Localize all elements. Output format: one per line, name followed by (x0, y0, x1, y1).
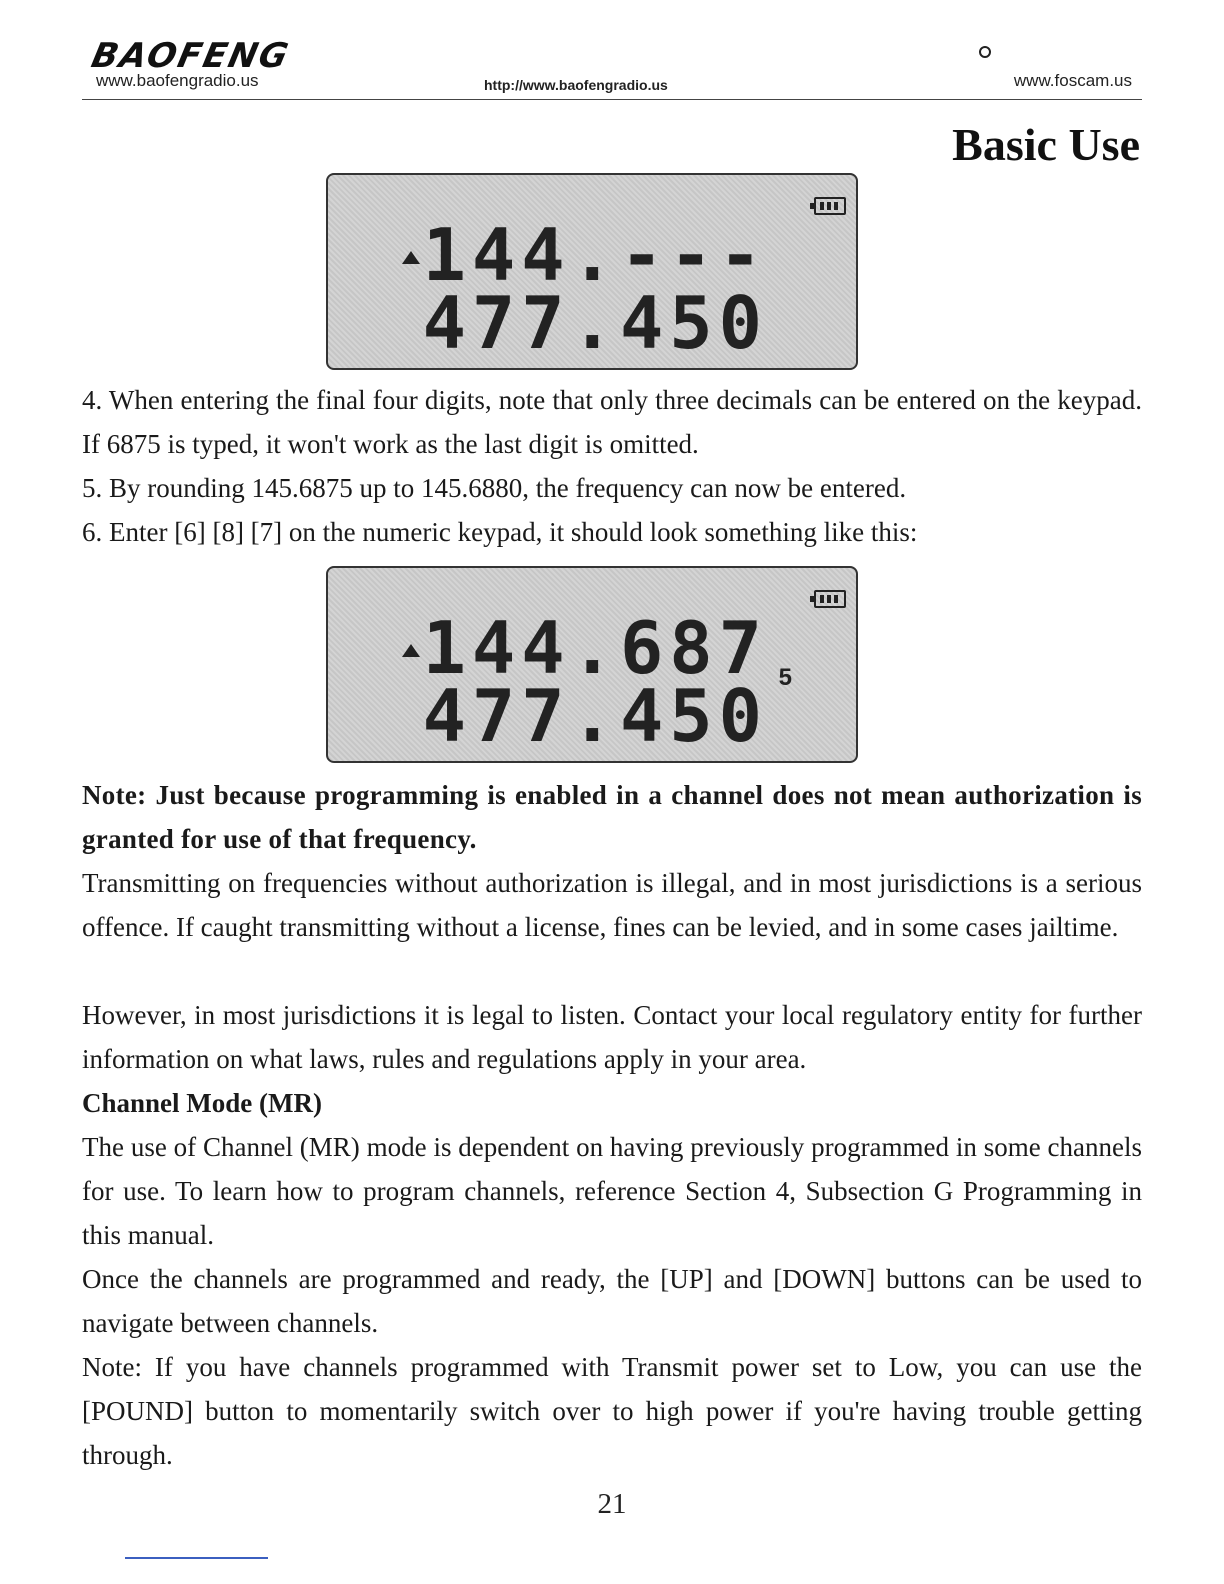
radio-display-2 (326, 566, 858, 763)
header-right-url[interactable]: www.foscam.us (1013, 71, 1132, 90)
battery-icon (814, 197, 846, 215)
step-4: 4. When entering the final four digits, note that only three decimals can be entered on the keypad. If 6875 is typed, it won't work as the last digit is omitted. (82, 385, 1142, 459)
step-6: 6. Enter [6] [8] [7] on the numeric keypad, it should look something like this: (82, 517, 918, 547)
header-center-url[interactable]: http://www.baofengradio.us (484, 77, 668, 93)
low-power-note: Note: If you have channels programmed with Transmit power set to Low, you can use the [POUND] button to momentarily switch over to high power if you're having trouble getting through. (82, 1352, 1142, 1470)
channel-nav-paragraph: Once the channels are programmed and ready, the [UP] and [DOWN] buttons can be used to navigate between channels. (82, 1264, 1142, 1338)
header-divider (82, 99, 1142, 100)
section-title: Basic Use (952, 119, 1140, 170)
header-left-url[interactable]: www.baofengradio.us (96, 71, 259, 90)
channel-mode-heading: Channel Mode (MR) (82, 1088, 322, 1118)
display-2-line-1: 144.687 (422, 606, 768, 690)
header-dot-icon (979, 46, 991, 58)
step-5: 5. By rounding 145.6875 up to 145.6880, the frequency can now be entered. (82, 473, 907, 503)
display-1-line-2: 477.450 (422, 281, 768, 365)
battery-icon (814, 590, 846, 608)
transmitting-paragraph: Transmitting on frequencies without authorization is illegal, and in most jurisdictions is a serious offence. If caught transmitting without a license, fines can be levied, and in some cases jailtime. (82, 868, 1142, 942)
display-2-line-2: 477.450 (422, 674, 768, 758)
radio-display-1 (326, 173, 858, 370)
channel-use-paragraph: The use of Channel (MR) mode is dependent on having previously programmed in some channels for use. To learn how to program channels, reference Section 4, Subsection G Programming in this manual. (82, 1132, 1142, 1250)
display-1-line-1: 144.--- (422, 213, 768, 297)
footer-accent-line (125, 1557, 268, 1559)
active-line-arrow-icon (402, 251, 420, 264)
page-number: 21 (597, 1488, 627, 1520)
listening-paragraph: However, in most jurisdictions it is legal to listen. Contact your local regulatory entity for further information on what laws, rules and regulations apply in your area. (82, 1000, 1142, 1074)
baofeng-logo: BAOFENG (88, 36, 294, 76)
active-line-arrow-icon (402, 644, 420, 657)
display-2-sub-digit: 5 (778, 664, 792, 691)
authorization-note: Note: Just because programming is enabled in a channel does not mean authorization is granted for use of that frequency. (82, 780, 1142, 854)
